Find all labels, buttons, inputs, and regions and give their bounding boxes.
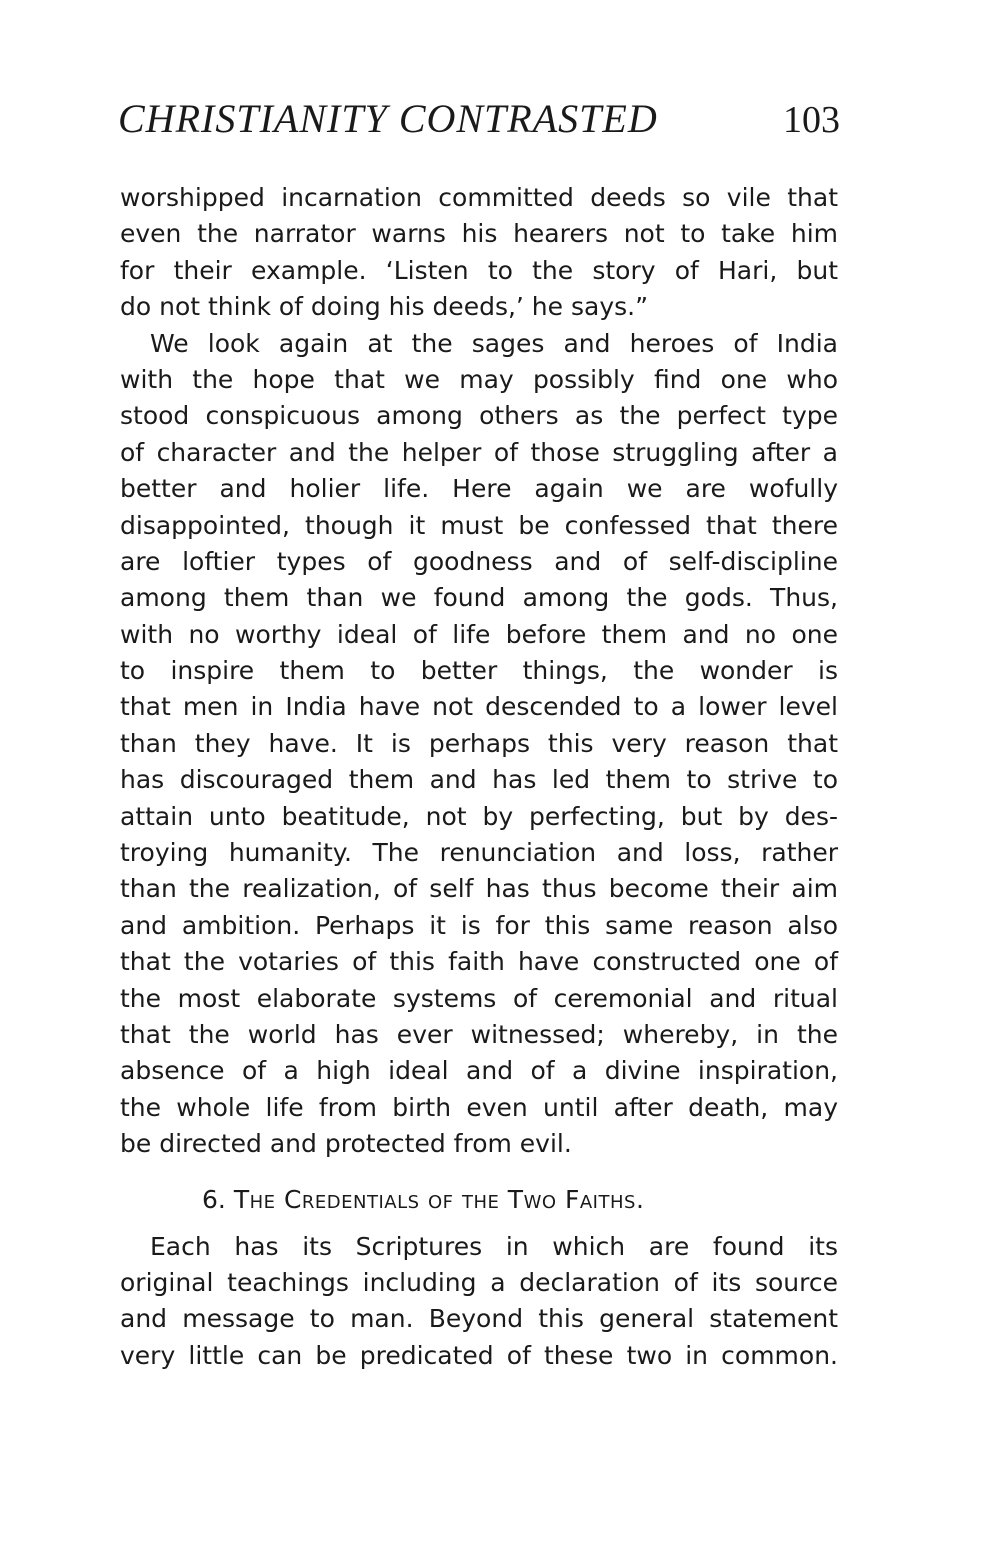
text-line: very little can be predicated of these two in common. xyxy=(120,1340,838,1370)
text-line: of character and the helper of those struggling after a xyxy=(120,437,838,467)
running-head xyxy=(118,95,840,155)
paragraph-sages xyxy=(120,326,838,1163)
section-number: 6. xyxy=(202,1184,226,1214)
text-line: the most elaborate systems of ceremonial and ritual xyxy=(120,983,838,1013)
section-heading xyxy=(120,1171,838,1229)
text-line: than the realization, of self has thus become their aim xyxy=(120,874,838,904)
text-line: with the hope that we may possibly find one who xyxy=(120,364,838,394)
text-line: than they have. It is perhaps this very reason that xyxy=(120,728,838,758)
text-line: that the world has ever witnessed; whereby, in the xyxy=(120,1019,838,1049)
text-line: for their example. ‘Listen to the story of Hari, but xyxy=(120,255,838,285)
text-line: and ambition. Perhaps it is for this same reason also xyxy=(120,910,838,940)
text-line: among them than we found among the gods. Thus, xyxy=(120,583,838,613)
text-line: disappointed, though it must be confessed that there xyxy=(120,510,838,540)
text-line: are loftier types of goodness and of self-discipline xyxy=(120,546,838,576)
paragraph-scriptures xyxy=(120,1229,838,1375)
text-line: to inspire them to better things, the wonder is xyxy=(120,656,838,686)
text-line: the whole life from birth even until after death, may xyxy=(120,1092,838,1122)
section-title: The Credentials of the Two Faiths. xyxy=(233,1184,645,1214)
text-line: with no worthy ideal of life before them and no one xyxy=(120,619,838,649)
text-line: be directed and protected from evil. xyxy=(120,1129,572,1159)
text-line: and message to man. Beyond this general statement xyxy=(120,1304,838,1334)
text-line: We look again at the sages and heroes of India xyxy=(150,328,838,358)
text-line: that the votaries of this faith have constructed one of xyxy=(120,947,838,977)
text-line: even the narrator warns his hearers not to take him xyxy=(120,219,838,249)
text-line: do not think of doing his deeds,’ he says.” xyxy=(120,292,649,322)
running-title: CHRISTIANITY CONTRASTED xyxy=(118,96,658,141)
text-line: has discouraged them and has led them to strive to xyxy=(120,765,838,795)
text-line: stood conspicuous among others as the perfect type xyxy=(120,401,838,431)
paragraph-continuation xyxy=(120,180,838,326)
text-line: better and holier life. Here again we are wofully xyxy=(120,474,838,504)
text-line: worshipped incarnation committed deeds so vile that xyxy=(120,183,838,212)
text-line: Each has its Scriptures in which are found its xyxy=(150,1231,838,1261)
text-line: original teachings including a declaration of its source xyxy=(120,1267,838,1297)
text-line: absence of a high ideal and of a divine inspiration, xyxy=(120,1056,838,1086)
text-line: troying humanity. The renunciation and loss, rather xyxy=(120,838,838,868)
page-number: 103 xyxy=(783,99,840,141)
text-line: attain unto beatitude, not by perfecting, but by des- xyxy=(120,801,838,831)
text-line: that men in India have not descended to a lower level xyxy=(120,692,838,722)
body-text xyxy=(120,180,838,1374)
